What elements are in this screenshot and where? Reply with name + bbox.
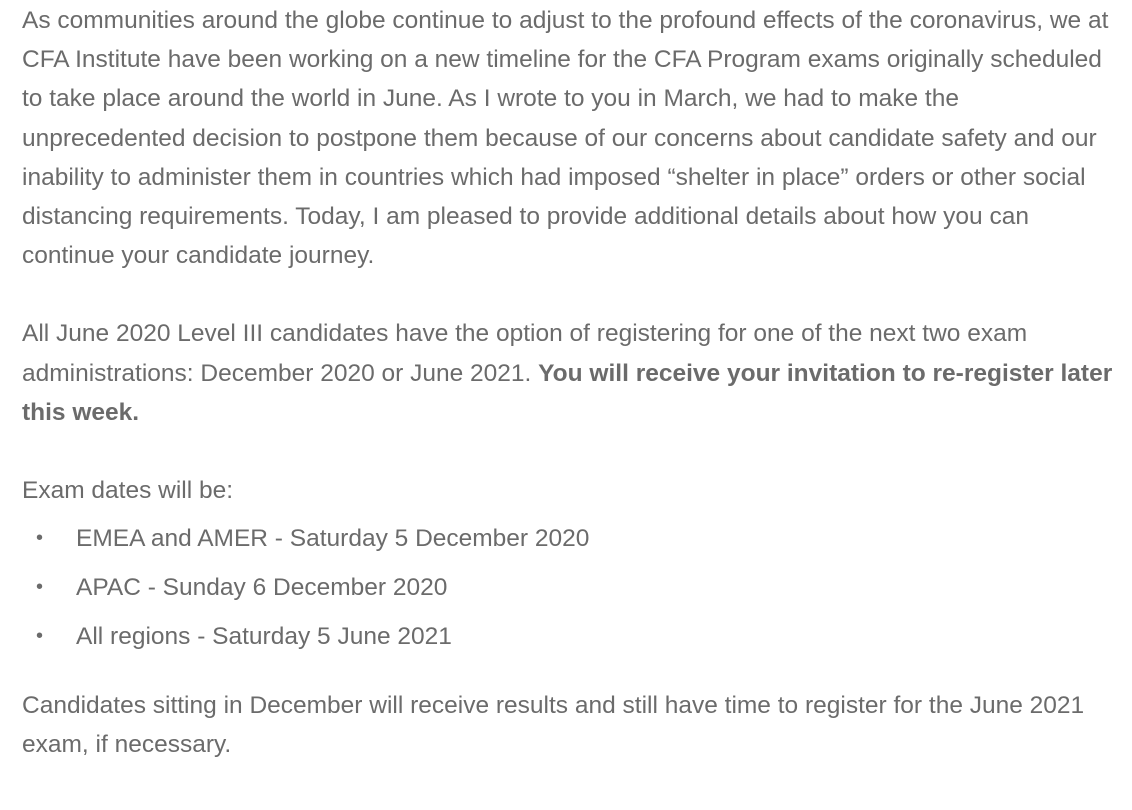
exam-dates-heading: Exam dates will be: xyxy=(22,477,234,505)
exam-dates-list xyxy=(22,519,1114,666)
bullet-icon: • xyxy=(36,527,44,550)
registration-paragraph xyxy=(22,314,1114,432)
registration-bold-text: You will receive your invitation to re-register later this week. xyxy=(22,359,1113,426)
exam-date-text: EMEA and AMER - Saturday 5 December 2020 xyxy=(76,525,590,553)
exam-date-item xyxy=(22,519,1114,568)
intro-paragraph: As communities around the globe continue to adjust to the profound effects of the coronavirus, we at CFA Institute have been working on a new timeline for the CFA Program exams originally scheduled to take place around the world in June. As I wrote to you in March, we had to make the unprecedented decision to postpone them because of our concerns about candidate safety and our inability to administer them in countries which had imposed “shelter in place” orders or other social distancing requirements. Today, I am pleased to provide additional details about how you can continue your candidate journey. xyxy=(22,7,1109,270)
bullet-icon: • xyxy=(36,625,44,648)
closing-paragraph: Candidates sitting in December will receive results and still have time to register for the June 2021 exam, if necessary. xyxy=(22,692,1085,759)
exam-date-item xyxy=(22,568,1114,617)
bullet-icon: • xyxy=(36,576,44,599)
exam-date-text: All regions - Saturday 5 June 2021 xyxy=(76,623,452,651)
exam-date-text: APAC - Sunday 6 December 2020 xyxy=(76,574,448,602)
exam-date-item xyxy=(22,617,1114,666)
registration-text: All June 2020 Level III candidates have the option of registering for one of the next two exam administrations: December 2020 or June 2021. xyxy=(22,320,1028,387)
